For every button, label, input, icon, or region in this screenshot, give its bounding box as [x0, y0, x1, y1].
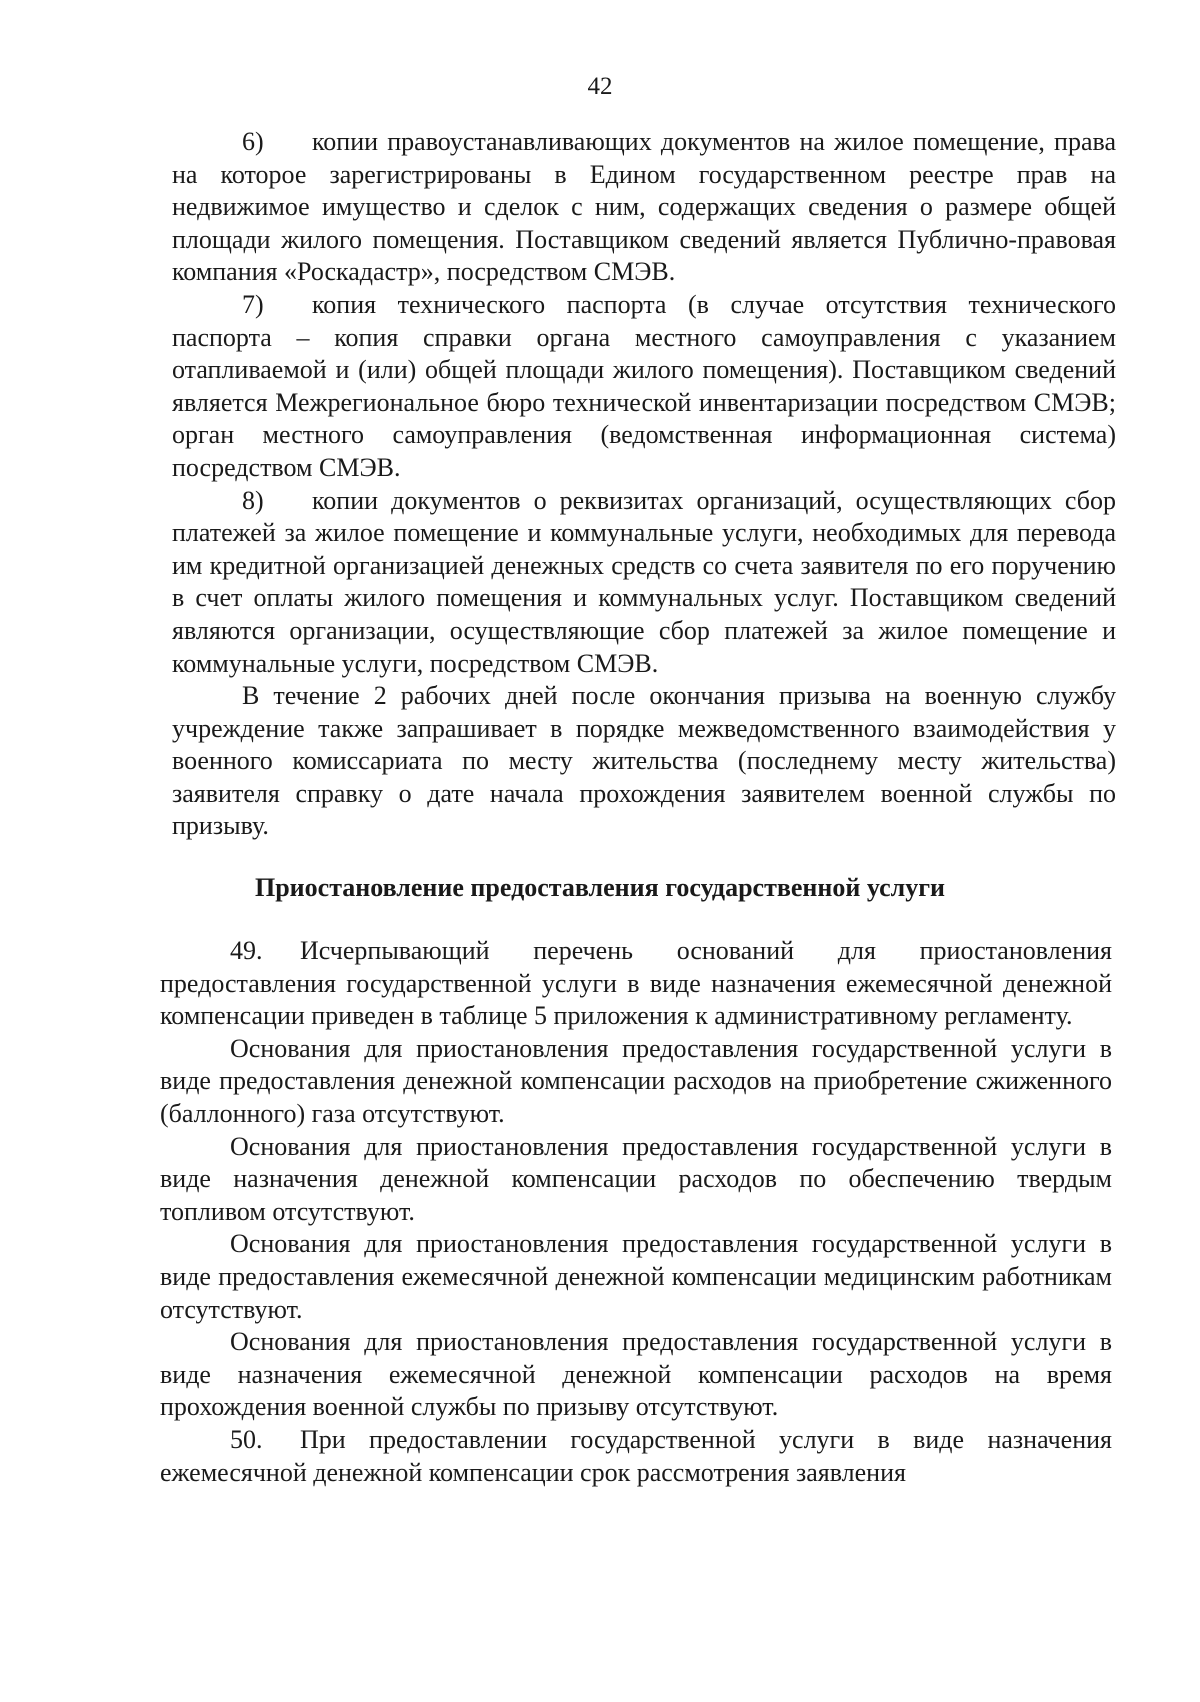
clause-text: При предоставлении государственной услуги в виде назначения ежемесячной денежной компенсации срок рассмотрения заявления	[160, 1424, 1112, 1487]
item-number: 7)	[242, 289, 264, 319]
item-number: 6)	[242, 127, 264, 156]
grounds-paragraph-gas	[160, 1033, 1112, 1131]
grounds-paragraph-solid-fuel	[160, 1131, 1112, 1229]
paragraph-text: Основания для приостановления предоставления государственной услуги в виде предоставления денежной компенсации расходов на приобретение сжиженного (баллонного) газа отсутствуют.	[160, 1033, 1112, 1128]
page-number: 42	[587, 73, 613, 100]
grounds-paragraph-military	[160, 1326, 1112, 1424]
item-text: копии документов о реквизитах организаций, осуществляющих сбор платежей за жилое помещение и коммунальные услуги, необходимых для перевода им кредитной организацией денежных средств со счета заявителя по его поручению в счет оплаты жилого помещения и коммунальных услуг. Поставщиком сведений являются организации, осуществляющие сбор платежей за жилое помещение и коммунальные услуги, посредством СМЭВ.	[172, 485, 1116, 678]
requirements-list	[172, 126, 1116, 843]
clause-text: Исчерпывающий перечень оснований для приостановления предоставления государственной услуги в виде назначения ежемесячной денежной компенсации приведен в таблице 5 приложения к административному регламенту.	[160, 936, 1112, 1031]
clause-number: 50.	[230, 1424, 263, 1454]
item-number: 8)	[242, 485, 264, 515]
grounds-paragraph-medical	[160, 1228, 1112, 1326]
paragraph-text: Основания для приостановления предоставления государственной услуги в виде назначения ежемесячной денежной компенсации расходов на время прохождения военной службы по призыву отсутствуют.	[160, 1327, 1112, 1422]
list-item-6	[172, 126, 1116, 289]
military-service-paragraph	[172, 680, 1116, 843]
clause-number: 49.	[230, 936, 263, 965]
item-text: копия технического паспорта (в случае отсутствия технического паспорта – копия справки органа местного самоуправления с указанием отапливаемой и (или) общей площади жилого помещения). Поставщиком сведений является Межрегиональное бюро технической инвентаризации посредством СМЭВ; орган местного самоуправления (ведомственная информационная система) посредством СМЭВ.	[172, 289, 1116, 482]
clause-50	[160, 1424, 1112, 1489]
list-item-7	[172, 289, 1116, 485]
paragraph-text: В течение 2 рабочих дней после окончания призыва на военную службу учреждение также запрашивает в порядке межведомственного взаимодействия у военного комиссариата по месту жительства (последнему месту жительства) заявителя справку о дате начала прохождения заявителем военной службы по призыву.	[172, 681, 1116, 841]
item-text: копии правоустанавливающих документов на жилое помещение, права на которое зарегистрированы в Едином государственном реестре прав на недвижимое имущество и сделок с ним, содержащих сведения о размере общей площади жилого помещения. Поставщиком сведений является Публично-правовая компания «Роскадастр», посредством СМЭВ.	[172, 127, 1116, 287]
paragraph-text: Основания для приостановления предоставления государственной услуги в виде предоставления ежемесячной денежной компенсации медицинским работникам отсутствуют.	[160, 1229, 1112, 1324]
section-heading: Приостановление предоставления государственной услуги	[254, 873, 945, 902]
suspension-section	[160, 935, 1112, 1489]
paragraph-text: Основания для приостановления предоставления государственной услуги в виде назначения денежной компенсации расходов по обеспечению твердым топливом отсутствуют.	[160, 1131, 1112, 1226]
clause-49	[160, 935, 1112, 1033]
list-item-8	[172, 485, 1116, 681]
